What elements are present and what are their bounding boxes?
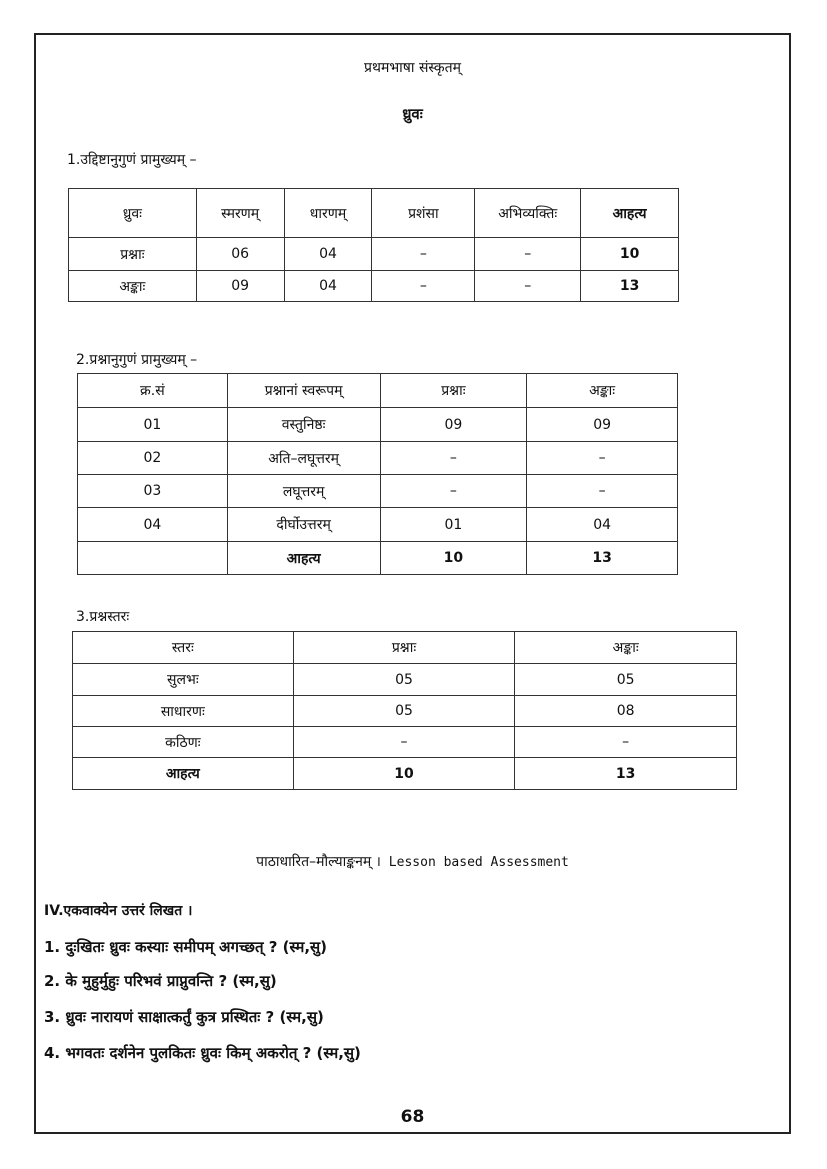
table-cell: 10 [293, 758, 515, 790]
table-row [73, 727, 737, 758]
header-cell: प्रश्नाः [380, 374, 527, 408]
table-cell: 13 [515, 758, 737, 790]
header-cell: ध्रुवः [69, 189, 197, 238]
table-cell: अति–लघूत्तरम् [227, 442, 380, 475]
question-item: 4. भगवतः दर्शनेन पुलकितः ध्रुवः किम् अकरोत् ? (स्म,सु) [44, 1044, 361, 1062]
table-row [69, 271, 679, 302]
table-cell: 06 [196, 238, 284, 271]
page-header: प्रथमभाषा संस्कृतम् [364, 60, 461, 76]
header-cell: आहत्य [581, 189, 679, 238]
table-cell: लघूत्तरम् [227, 475, 380, 508]
lesson-title: ध्रुवः [402, 105, 423, 123]
table-cell: 05 [515, 664, 737, 696]
table-cell: 01 [380, 508, 527, 542]
table-cell: 05 [293, 696, 515, 727]
section1-title: 1.उद्दिष्टानुगुणं प्रामुख्यम् – [67, 152, 197, 168]
table-cell: 04 [284, 238, 372, 271]
table-cell: प्रश्नाः [69, 238, 197, 271]
table-cell: वस्तुनिष्ठः [227, 408, 380, 442]
header-cell: क्र.सं [78, 374, 228, 408]
table-cell: सुलभः [73, 664, 294, 696]
table-cell: – [515, 727, 737, 758]
table-cell: कठिणः [73, 727, 294, 758]
table-cell: दीर्घोउत्तरम् [227, 508, 380, 542]
table-cell: 10 [380, 542, 527, 575]
table-cell: साधारणः [73, 696, 294, 727]
section3-title: 3.प्रश्नस्तरः [76, 609, 130, 625]
page-number: 68 [400, 1107, 425, 1127]
table-row [78, 475, 678, 508]
table-cell: 04 [527, 508, 678, 542]
table-row [73, 664, 737, 696]
table-cell: – [475, 271, 581, 302]
table-cell: आहत्य [73, 758, 294, 790]
header-cell: अभिव्यक्तिः [475, 189, 581, 238]
assessment-title-sanskrit: पाठाधारित–मौल्याङ्कनम् । [256, 854, 381, 870]
table-cell: 05 [293, 664, 515, 696]
assessment-title [34, 852, 791, 871]
table-cell: 10 [581, 238, 679, 271]
table-cell: – [380, 475, 527, 508]
header-cell: अङ्काः [515, 632, 737, 664]
table-cell: 13 [527, 542, 678, 575]
assessment-title-english: Lesson based Assessment [380, 855, 569, 870]
table-cell: आहत्य [227, 542, 380, 575]
table-row [73, 696, 737, 727]
table-cell [78, 542, 228, 575]
header-cell: स्तरः [73, 632, 294, 664]
table-total-row [73, 758, 737, 790]
table-cell: 09 [196, 271, 284, 302]
table-cell: 02 [78, 442, 228, 475]
table-header-row [73, 632, 737, 664]
header-cell: प्रश्नाः [293, 632, 515, 664]
table-header-row [69, 189, 679, 238]
table-cell: – [527, 475, 678, 508]
table-cell: – [293, 727, 515, 758]
table-cell: 13 [581, 271, 679, 302]
questions-heading: IV.एकवाक्येन उत्तरं लिखत । [44, 903, 193, 919]
table-cell: 09 [380, 408, 527, 442]
objective-weightage-table [68, 188, 679, 302]
table-cell: – [372, 271, 475, 302]
table-cell: अङ्काः [69, 271, 197, 302]
table-row [78, 442, 678, 475]
table-row [78, 508, 678, 542]
table-total-row [78, 542, 678, 575]
table-header-row [78, 374, 678, 408]
table-cell: 03 [78, 475, 228, 508]
header-cell: स्मरणम् [196, 189, 284, 238]
table-cell: – [372, 238, 475, 271]
table-cell: – [527, 442, 678, 475]
table-row [78, 408, 678, 442]
question-item: 1. दुःखितः ध्रुवः कस्याः समीपम् अगच्छत् ? (स्म,सु) [44, 938, 328, 956]
table-cell: – [475, 238, 581, 271]
table-cell: 09 [527, 408, 678, 442]
header-cell: अङ्काः [527, 374, 678, 408]
header-cell: धारणम् [284, 189, 372, 238]
table-cell: 01 [78, 408, 228, 442]
question-type-table [77, 373, 678, 575]
table-row [69, 238, 679, 271]
question-item: 3. ध्रुवः नारायणं साक्षात्कर्तुं कुत्र प्रस्थितः ? (स्म,सु) [44, 1008, 324, 1026]
table-cell: 08 [515, 696, 737, 727]
table-cell: 04 [284, 271, 372, 302]
header-cell: प्रशंसा [372, 189, 475, 238]
table-cell: 04 [78, 508, 228, 542]
table-cell: – [380, 442, 527, 475]
header-cell: प्रश्नानां स्वरूपम् [227, 374, 380, 408]
difficulty-level-table [72, 631, 737, 790]
question-item: 2. के मुहुर्मुहुः परिभवं प्राप्नुवन्ति ? (स्म,सु) [44, 972, 277, 990]
section2-title: 2.प्रश्नानुगुणं प्रामुख्यम् – [76, 352, 198, 368]
